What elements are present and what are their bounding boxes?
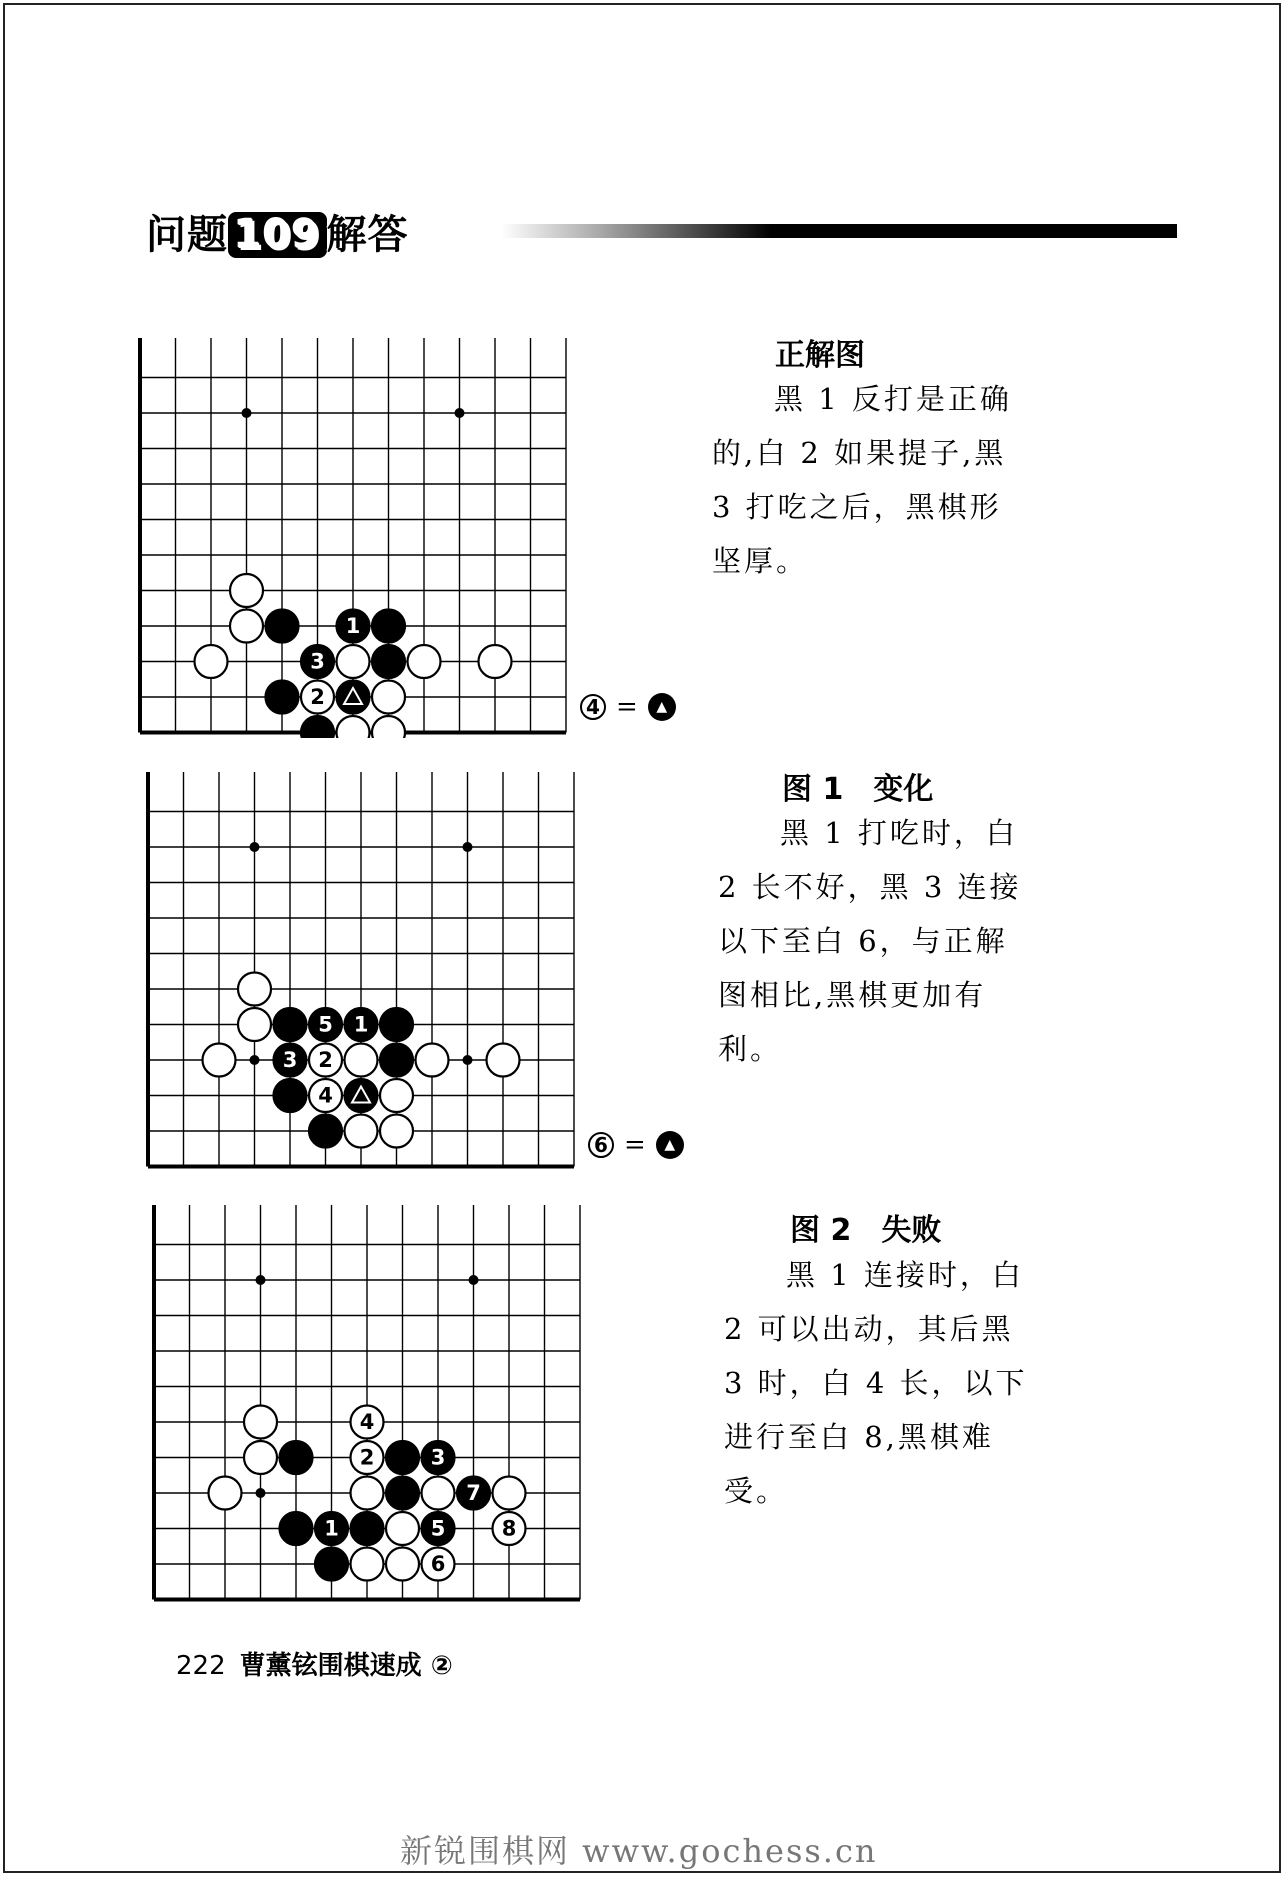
black-stone — [337, 681, 370, 714]
equals-sign: = — [624, 1130, 646, 1160]
black-stone — [380, 1008, 413, 1041]
black-stone — [422, 1512, 455, 1545]
title-prefix: 问题 — [146, 212, 228, 258]
star-point — [469, 1275, 479, 1285]
star-point — [256, 1488, 266, 1498]
white-stone — [309, 1079, 342, 1112]
white-stone — [301, 681, 334, 714]
caption-variation: 图 1 变化 — [782, 772, 934, 807]
white-stone — [337, 645, 370, 678]
page-number: 222 — [176, 1651, 226, 1681]
black-stone — [301, 716, 334, 738]
white-stone — [230, 610, 263, 643]
move-number: 3 — [430, 1445, 446, 1470]
star-point — [455, 408, 465, 418]
black-stone — [309, 1115, 342, 1148]
go-board-variation — [144, 772, 584, 1172]
move-number: 1 — [324, 1516, 339, 1541]
white-move-marker: 4 — [580, 694, 606, 720]
white-stone — [380, 1079, 413, 1112]
equation-1 — [580, 692, 676, 722]
white-move-marker: 6 — [588, 1132, 614, 1158]
go-board-correct — [136, 338, 576, 738]
move-number: 3 — [310, 649, 325, 674]
white-stone — [479, 645, 512, 678]
equation-2 — [588, 1130, 684, 1160]
white-stone — [372, 681, 405, 714]
move-number: 2 — [359, 1445, 375, 1470]
move-number: 5 — [318, 1012, 333, 1037]
white-stone — [416, 1044, 449, 1077]
equals-sign: = — [616, 692, 638, 722]
black-stone — [315, 1512, 348, 1545]
white-stone — [372, 716, 405, 738]
white-stone — [408, 645, 441, 678]
black-stone — [345, 1079, 378, 1112]
white-stone — [209, 1477, 242, 1510]
black-stone — [457, 1477, 490, 1510]
move-number: 2 — [310, 685, 325, 709]
white-stone — [422, 1477, 455, 1510]
black-stone — [274, 1008, 307, 1041]
white-stone — [422, 1548, 455, 1581]
caption-correct: 正解图 — [775, 338, 865, 373]
black-stone — [266, 681, 299, 714]
white-stone — [386, 1548, 419, 1581]
title-suffix: 解答 — [326, 212, 409, 258]
black-stone — [422, 1441, 455, 1474]
white-stone — [309, 1044, 342, 1077]
move-number: 4 — [359, 1410, 375, 1434]
black-stone — [280, 1512, 313, 1545]
white-stone — [380, 1115, 413, 1148]
text-failure-body: 黑 1 连接时，白 2 可以出动，其后黑 3 时，白 4 长，以下进行至白 8,黑棋难受。 — [724, 1258, 1028, 1508]
black-stone — [345, 1008, 378, 1041]
text-variation-body: 黑 1 打吃时，白 2 长不好，黑 3 连接以下至白 6，与正解图相比,黑棋更加有利。 — [718, 816, 1022, 1066]
white-stone — [493, 1512, 526, 1545]
black-stone — [309, 1008, 342, 1041]
title-text — [146, 212, 409, 258]
white-stone — [244, 1441, 277, 1474]
white-stone — [337, 716, 370, 738]
move-number: 3 — [282, 1048, 298, 1072]
move-number: 1 — [345, 614, 361, 638]
section-title — [146, 212, 1036, 258]
black-stone — [372, 610, 405, 643]
white-stone — [351, 1477, 384, 1510]
move-number: 2 — [318, 1048, 333, 1072]
white-stone — [351, 1406, 384, 1439]
text-correct-body: 黑 1 反打是正确的,白 2 如果提子,黑 3 打吃之后，黑棋形坚厚。 — [712, 382, 1012, 578]
caption-failure: 图 2 失败 — [790, 1213, 942, 1248]
black-stone — [274, 1044, 307, 1077]
go-board-failure — [150, 1205, 590, 1605]
white-stone — [487, 1044, 520, 1077]
black-stone — [386, 1441, 419, 1474]
black-stone — [301, 645, 334, 678]
text-failure — [724, 1248, 1044, 1518]
page-footer — [176, 1645, 453, 1682]
black-stone — [274, 1079, 307, 1112]
black-stone — [386, 1477, 419, 1510]
black-stone — [266, 610, 299, 643]
star-point — [242, 408, 252, 418]
white-stone — [238, 973, 271, 1006]
black-stone — [351, 1512, 384, 1545]
white-stone — [195, 645, 228, 678]
black-stone — [280, 1441, 313, 1474]
triangle-stone-marker: ▲ — [648, 693, 676, 721]
triangle-stone-marker: ▲ — [656, 1131, 684, 1159]
move-number: 1 — [353, 1012, 369, 1037]
star-point — [250, 1055, 260, 1065]
title-rule — [501, 224, 1177, 238]
watermark: 新锐围棋网 www.gochess.cn — [400, 1832, 878, 1870]
star-point — [463, 1055, 473, 1065]
move-number: 4 — [318, 1083, 333, 1108]
black-stone — [315, 1548, 348, 1581]
black-stone — [372, 645, 405, 678]
move-number: 7 — [466, 1481, 481, 1505]
black-stone — [337, 610, 370, 643]
white-stone — [238, 1008, 271, 1041]
white-stone — [244, 1406, 277, 1439]
star-point — [463, 842, 473, 852]
book-title: 曹薰铉围棋速成 ② — [239, 1651, 453, 1681]
white-stone — [203, 1044, 236, 1077]
star-point — [256, 1275, 266, 1285]
white-stone — [351, 1548, 384, 1581]
text-variation — [718, 806, 1038, 1076]
white-stone — [493, 1477, 526, 1510]
move-number: 6 — [430, 1552, 446, 1576]
white-stone — [345, 1115, 378, 1148]
black-stone — [380, 1044, 413, 1077]
title-number: 109 — [228, 212, 327, 258]
move-number: 5 — [430, 1516, 446, 1541]
white-stone — [230, 574, 263, 607]
white-stone — [351, 1441, 384, 1474]
text-correct — [712, 372, 1032, 588]
white-stone — [345, 1044, 378, 1077]
star-point — [250, 842, 260, 852]
move-number: 8 — [501, 1516, 517, 1541]
white-stone — [386, 1512, 419, 1545]
